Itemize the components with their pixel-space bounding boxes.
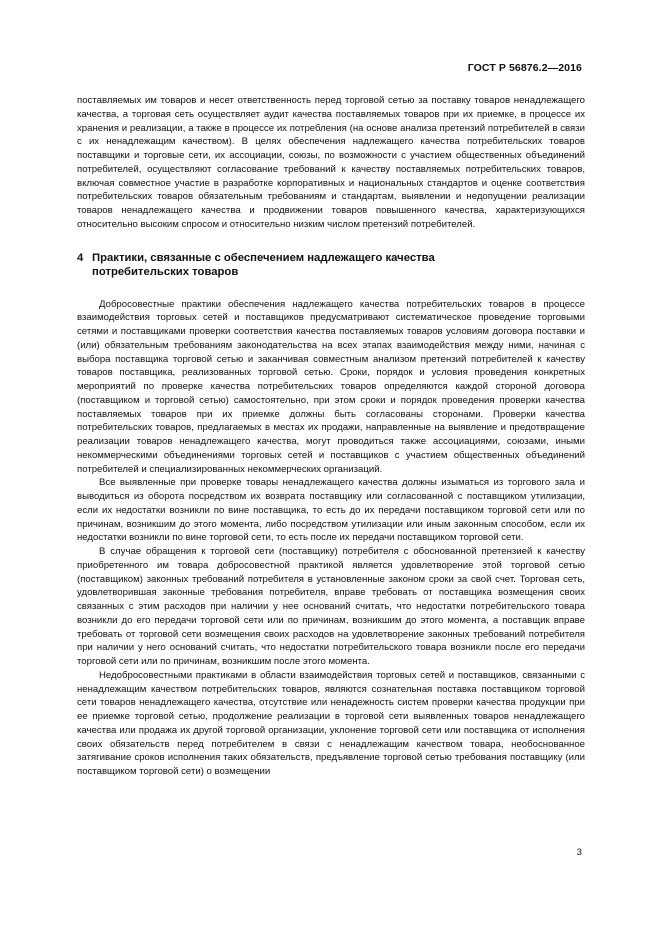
paragraph: В случае обращения к торговой сети (поставщику) потребителя с обоснованной претензией к качеству приобретенного им товара добросовестной практикой является удовлетворение этой торговой сетью (поставщиком) законных требований потребителя в установленные законом сроки за свой счет. Торговая сеть, удовлетворившая законные требования потребителя, вправе требовать от поставщика возмещения своих связанных с этим расходов при наличии у нее оснований считать, что недостатки потребительского товара возникли до его передачи торговой сети или по причинам, возникшим до этого момента, а поставщик вправе требовать от торговой сети возмещения своих расходов на удовлетворение законных требований потребителя при наличии у него оснований считать, что недостатки потребительского товара возникли после его передачи торговой сети или по причинам, возникшим после этого момента.	[77, 546, 585, 667]
paragraph: Все выявленные при проверке товары ненадлежащего качества должны изыматься из торгового зала и выводиться из оборота посредством их возврата поставщику или согласованной с поставщиком утилизации, если их недостатки возникли по вине поставщика, то есть до их передачи поставщиком торговой сети или по причинам, возникшим до этого момента, либо посредством утилизации или иным законным способом, если их недостатки возникли по вине торговой сети, то есть после их передачи поставщиком торговой сети.	[77, 477, 585, 544]
standard-designation: ГОСТ Р 56876.2—2016	[467, 62, 582, 74]
section-title-line2: потребительских товаров	[92, 265, 239, 278]
page-body	[77, 94, 585, 779]
page-number: 3	[576, 847, 582, 858]
section-number: 4	[77, 251, 84, 264]
paragraph-continuation: поставляемых им товаров и несет ответственность перед торговой сетью за поставку товаров ненадлежащего качества, а торговая сеть осуществляет аудит качества поставляемых товаров при их приемке, в процессе их хранения и реализации, а также в процессе их потребления (на основе анализа претензий потребителей в связи с их ненадлежащим качеством). В целях обеспечения надлежащего качества потребительских товаров поставщики и торговые сети, их ассоциации, союзы, по возможности с участием общественных объединений потребителей, осуществляют согласование требований к качеству поставляемых потребительских товаров, включая совместное участие в разработке корпоративных и национальных стандартов и оценке соответствия потребительских товаров обязательным требованиям и стандартам, выявлении и недопущении реализации товаров ненадлежащего качества и продвижении товаров повышенного качества, характеризующихся относительно высоким спросом и относительно низким числом претензий потребителей.	[77, 95, 585, 230]
paragraph: Недобросовестными практиками в области взаимодействия торговых сетей и поставщиков, связанными с ненадлежащим качеством потребительских товаров, являются сознательная поставка поставщиком торговой сети товаров ненадлежащего качества, отсутствие или ненадежность систем проверки качества продукции при ее приемке торговой сетью, продолжение реализации в торговой сети выявленных товаров ненадлежащего качества или продажа их другой торговой организации, уклонение торговой сети или поставщика от исполнения своих обязательств перед потребителем в связи с ненадлежащим качеством товара, необоснованное затягивание сроков исполнения таких обязательств, предъявление торговой сетью требования поставщику (или поставщиком торговой сети) о возмещении	[77, 669, 585, 777]
section-title-line1: Практики, связанные с обеспечением надлежащего качества	[92, 251, 435, 264]
section-heading	[77, 251, 585, 279]
paragraph: Добросовестные практики обеспечения надлежащего качества потребительских товаров в процессе взаимодействия торговых сетей и поставщиков предусматривают систематическое проведение торговыми сетями и поставщиками проверки соответствия качества поставляемых товаров условиям договора поставки и (или) обязательным требованиям законодательства на всех этапах взаимодействия между ними, начиная с выбора поставщика торговой сетью и заканчивая совместным анализом претензий потребителей к качеству товаров поставщика, реализованных торговой сетью. Сроки, порядок и условия проведения конкретных мероприятий по проверке качества потребительских товаров определяются каждой стороной договора (поставщиком и торговой сетью) самостоятельно, при этом сроки и порядок проведения проверки качества поставляемых товаров при их приемке должны быть согласованы сторонами. Проверки качества потребительских товаров, предлагаемых в местах их продажи, направленные на выявление и предотвращение реализации товаров ненадлежащего качества, могут проводиться также ассоциациями, союзами, иными некоммерческими объединениями торговых сетей и поставщиков с участием общественных объединений потребителей и специализированных некоммерческих организаций.	[77, 298, 585, 475]
